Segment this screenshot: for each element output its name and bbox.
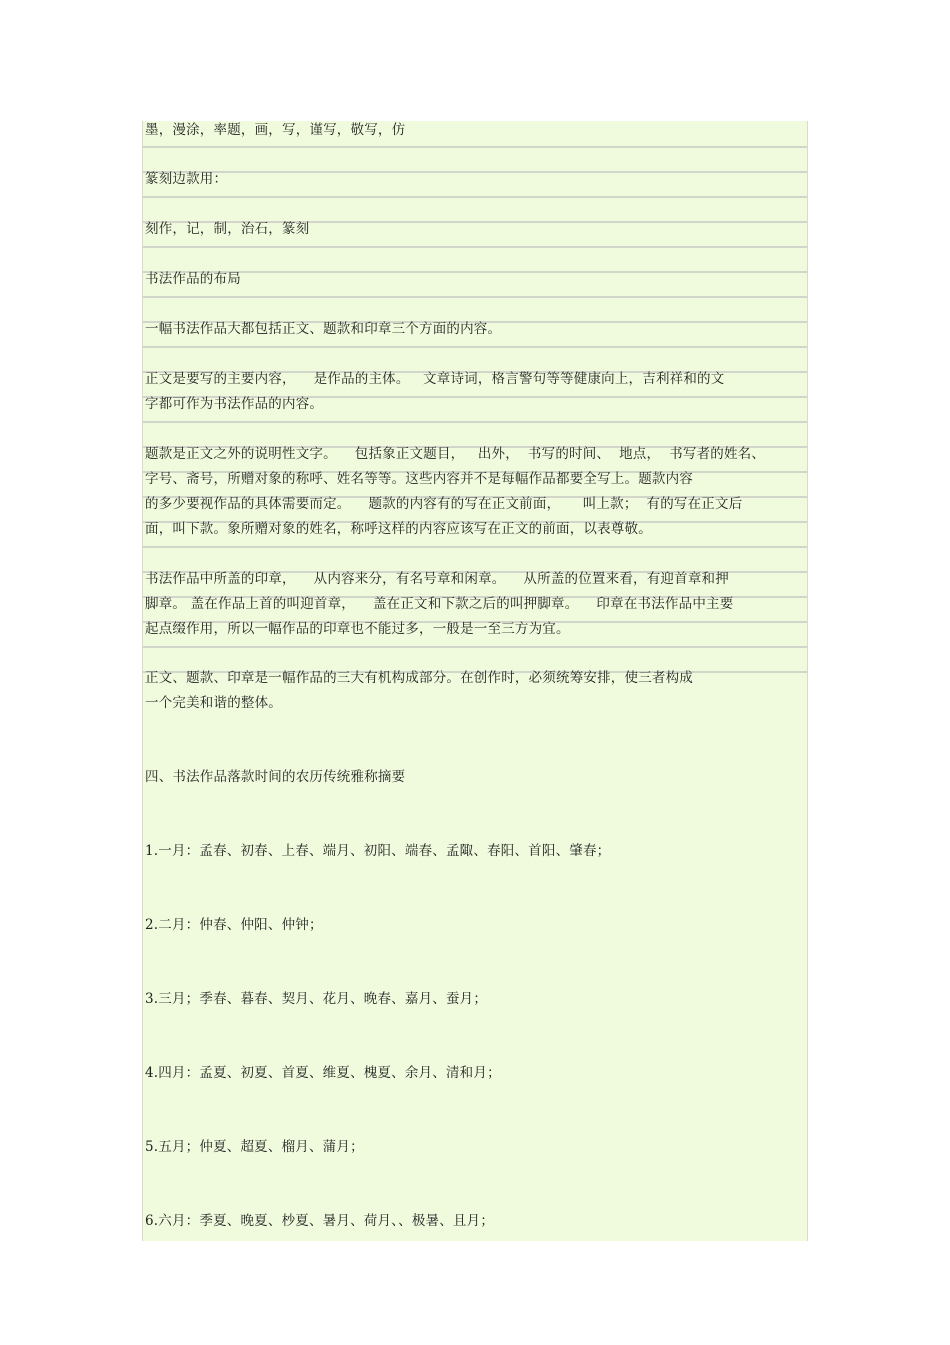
section-heading: 四、书法作品落款时间的农历传统雅称摘要	[145, 769, 406, 785]
text-line: 篆刻边款用：	[145, 171, 228, 187]
document-page	[142, 121, 808, 1241]
rule-line	[143, 296, 807, 321]
text-line: 墨，漫涂，率题，画，写，谨写，敬写，仿	[145, 122, 406, 138]
rule-line	[143, 346, 807, 371]
rule-line	[143, 421, 807, 446]
list-item: 3.三月；季春、暮春、契月、花月、晚春、嘉月、蚕月；	[145, 991, 488, 1007]
rule-line	[143, 146, 807, 171]
text-line: 正文是要写的主要内容， 是作品的主体。 文章诗词，格言警句等等健康向上，吉利祥和的文	[145, 371, 725, 387]
text-line: 一幅书法作品大都包括正文、题款和印章三个方面的内容。	[145, 321, 502, 337]
section-heading: 书法作品的布局	[145, 271, 241, 287]
rule-line	[143, 646, 807, 671]
text-line: 一个完美和谐的整体。	[145, 695, 282, 711]
text-line: 刻作，记，制，治石，篆刻	[145, 221, 310, 237]
text-line: 面，叫下款。象所赠对象的姓名，称呼这样的内容应该写在正文的前面，以表尊敬。	[145, 521, 652, 537]
rule-line	[143, 246, 807, 271]
text-line: 书法作品中所盖的印章， 从内容来分，有名号章和闲章。 从所盖的位置来看，有迎首章和押	[145, 571, 729, 587]
text-line: 字号、斋号，所赠对象的称呼、姓名等等。这些内容并不是每幅作品都要全写上。题款内容	[145, 471, 693, 487]
list-item: 4.四月：孟夏、初夏、首夏、维夏、槐夏、余月、清和月；	[145, 1065, 501, 1081]
text-line: 起点缀作用，所以一幅作品的印章也不能过多，一般是一至三方为宜。	[145, 621, 570, 637]
rule-line	[143, 546, 807, 571]
text-line: 题款是正文之外的说明性文字。 包括象正文题目， 出外， 书写的时间、 地点， 书写者的姓名、	[145, 446, 766, 462]
list-item: 5.五月；仲夏、超夏、榴月、蒲月；	[145, 1139, 364, 1155]
text-line: 的多少要视作品的具体需要而定。 题款的内容有的写在正文前面， 叫上款； 有的写在正文后	[145, 496, 743, 512]
text-line: 正文、题款、印章是一幅作品的三大有机构成部分。在创作时，必须统筹安排，使三者构成	[145, 670, 693, 686]
list-item: 1.一月：孟春、初春、上春、端月、初阳、端春、孟陬、春阳、首阳、肇春；	[145, 843, 611, 859]
text-line: 脚章。 盖在作品上首的叫迎首章， 盖在正文和下款之后的叫押脚章。 印章在书法作品中主要	[145, 596, 734, 612]
rule-line	[143, 171, 807, 196]
list-item: 2.二月：仲春、仲阳、仲钟；	[145, 917, 323, 933]
text-line: 字都可作为书法作品的内容。	[145, 396, 324, 412]
list-item: 6.六月：季夏、晚夏、杪夏、暑月、荷月、、极暑、且月；	[145, 1213, 495, 1229]
rule-line	[143, 271, 807, 296]
rule-line	[143, 196, 807, 221]
